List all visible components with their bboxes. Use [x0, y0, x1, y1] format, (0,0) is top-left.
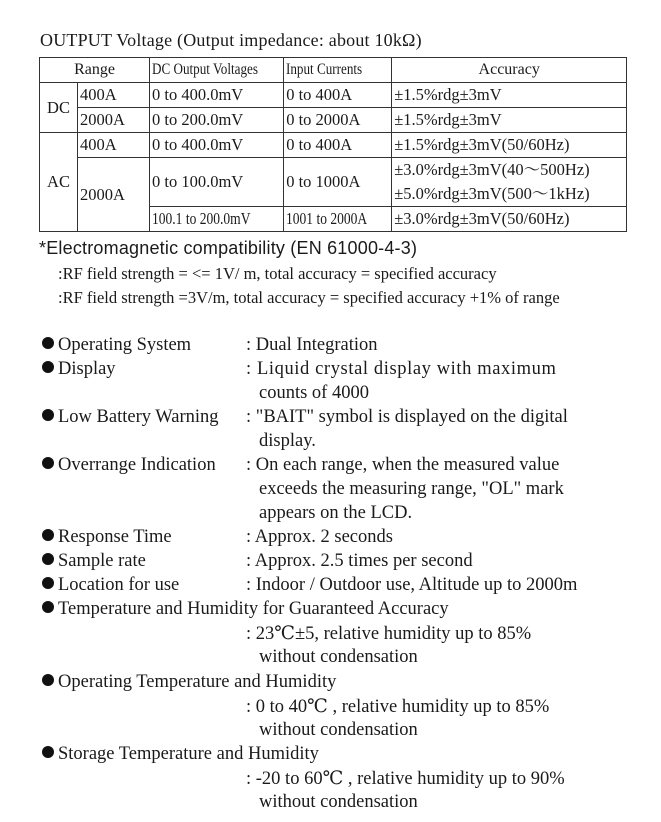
bullet-icon — [42, 337, 54, 349]
spec-operating-system: Operating System — [42, 335, 191, 356]
cell-accuracy: ±1.5%rdg±3mV(50/60Hz) — [392, 133, 627, 158]
cell-current: 0 to 400A — [284, 83, 392, 108]
cell-range: 400A — [78, 83, 150, 108]
bullet-icon — [42, 674, 54, 686]
table-row — [40, 158, 627, 183]
header-dc-output: DC Output Voltages — [150, 58, 284, 83]
section-title: OUTPUT Voltage (Output impedance: about 10kΩ) — [40, 30, 422, 50]
cell-current: 0 to 400A — [284, 133, 392, 158]
spec-storage-temperature-value: : -20 to 60℃ , relative humidity up to 90% — [246, 769, 565, 789]
bullet-icon — [42, 409, 54, 421]
ac-label: AC — [40, 133, 78, 232]
bullet-icon — [42, 529, 54, 541]
emc-heading: *Electromagnetic compatibility (EN 61000-4-3) — [39, 238, 418, 258]
spec-guaranteed-accuracy: Temperature and Humidity for Guaranteed Accuracy — [42, 599, 449, 620]
spec-display-value: : Liquid crystal display with maximum — [246, 359, 557, 379]
spec-low-battery: Low Battery Warning — [42, 407, 219, 428]
cell-accuracy: ±3.0%rdg±3mV(40～500Hz) — [392, 158, 627, 183]
spec-operating-temperature-value: : 0 to 40℃ , relative humidity up to 85% — [246, 697, 550, 717]
cell-range: 400A — [78, 133, 150, 158]
spec-guaranteed-accuracy-value: : 23℃±5, relative humidity up to 85% — [246, 624, 532, 644]
table-row — [40, 108, 627, 133]
cell-range: 2000A — [78, 158, 150, 232]
bullet-icon — [42, 361, 54, 373]
spec-location: Location for use — [42, 575, 179, 596]
spec-guaranteed-accuracy-value-cont: without condensation — [259, 647, 418, 667]
spec-response-time-value: : Approx. 2 seconds — [246, 527, 393, 547]
cell-voltage: 0 to 400.0mV — [150, 133, 284, 158]
bullet-icon — [42, 457, 54, 469]
cell-accuracy: ±1.5%rdg±3mV — [392, 83, 627, 108]
cell-current: 0 to 2000A — [284, 108, 392, 133]
cell-voltage: 0 to 100.0mV — [150, 158, 284, 207]
bullet-icon — [42, 746, 54, 758]
spec-overrange-value-cont2: appears on the LCD. — [259, 503, 413, 523]
emc-line-1: :RF field strength = <= 1V/ m, total accuracy = specified accuracy — [58, 264, 497, 283]
dc-label: DC — [40, 83, 78, 133]
bullet-icon — [42, 577, 54, 589]
spec-operating-system-value: : Dual Integration — [246, 335, 378, 355]
table-row — [40, 133, 627, 158]
header-range: Range — [40, 58, 150, 83]
spec-sample-rate-value: : Approx. 2.5 times per second — [246, 551, 473, 571]
spec-operating-temperature-value-cont: without condensation — [259, 720, 418, 740]
spec-storage-temperature: Storage Temperature and Humidity — [42, 744, 319, 765]
spec-overrange-value-cont: exceeds the measuring range, "OL" mark — [259, 479, 564, 499]
spec-storage-temperature-value-cont: without condensation — [259, 792, 418, 812]
cell-voltage: 0 to 400.0mV — [150, 83, 284, 108]
spec-response-time: Response Time — [42, 527, 172, 548]
bullet-icon — [42, 601, 54, 613]
output-voltage-table — [39, 57, 627, 232]
spec-sample-rate: Sample rate — [42, 551, 146, 572]
cell-accuracy: ±1.5%rdg±3mV — [392, 108, 627, 133]
cell-current: 1001 to 2000A — [284, 207, 392, 232]
cell-range: 2000A — [78, 108, 150, 133]
emc-line-2: :RF field strength =3V/m, total accuracy = specified accuracy +1% of range — [58, 288, 560, 307]
bullet-icon — [42, 553, 54, 565]
table-header-row — [40, 58, 627, 83]
cell-accuracy: ±3.0%rdg±3mV(50/60Hz) — [392, 207, 627, 232]
spec-operating-temperature: Operating Temperature and Humidity — [42, 672, 336, 693]
header-accuracy: Accuracy — [392, 58, 627, 83]
cell-voltage: 100.1 to 200.0mV — [150, 207, 284, 232]
table-row — [40, 83, 627, 108]
cell-accuracy: ±5.0%rdg±3mV(500～1kHz) — [392, 182, 627, 207]
spec-low-battery-value-cont: display. — [259, 431, 316, 451]
header-input-currents: Input Currents — [284, 58, 392, 83]
spec-location-value: : Indoor / Outdoor use, Altitude up to 2000m — [246, 575, 578, 595]
cell-current: 0 to 1000A — [284, 158, 392, 207]
spec-overrange: Overrange Indication — [42, 455, 216, 476]
spec-low-battery-value: : "BAIT" symbol is displayed on the digital — [246, 407, 568, 427]
spec-display-value-cont: counts of 4000 — [259, 383, 369, 403]
cell-voltage: 0 to 200.0mV — [150, 108, 284, 133]
spec-overrange-value: : On each range, when the measured value — [246, 455, 560, 475]
spec-display: Display — [42, 359, 116, 380]
